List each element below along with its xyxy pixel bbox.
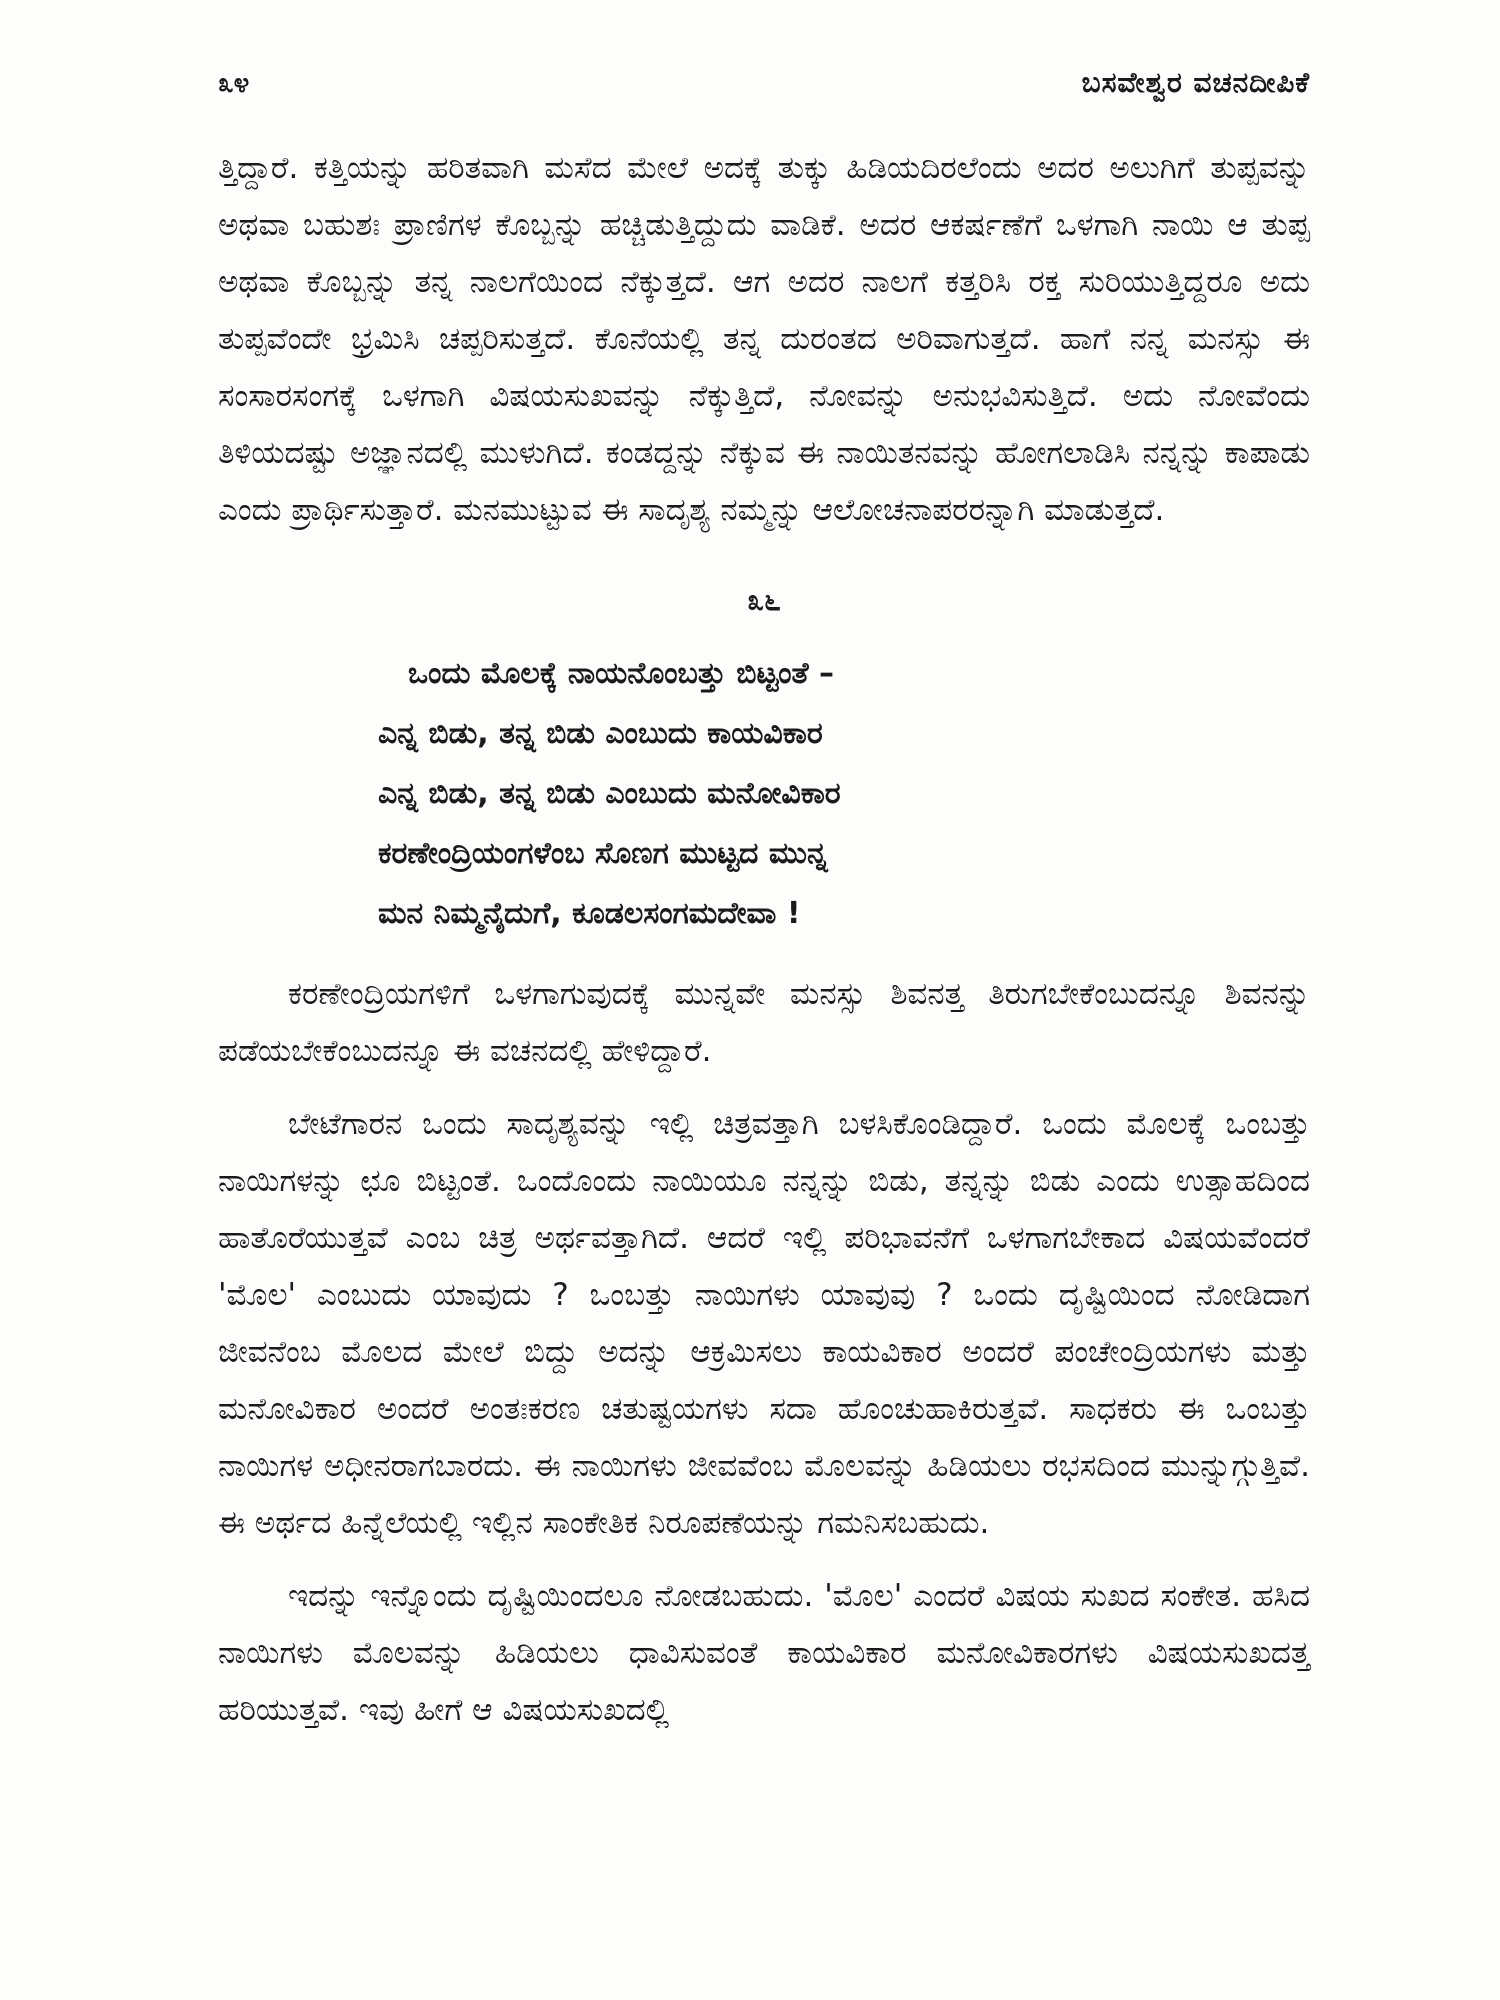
verse-line-1: ಒಂದು ಮೊಲಕ್ಕೆ ನಾಯನೊಂಬತ್ತು ಬಿಟ್ಟಂತೆ – <box>408 656 835 691</box>
page-header <box>218 58 1310 108</box>
paragraph-4: ಇದನ್ನು ಇನ್ನೊಂದು ದೃಷ್ಟಿಯಿಂದಲೂ ನೋಡಬಹುದು. 'ಮೊಲ' ಎಂದರೆ ವಿಷಯ ಸುಖದ ಸಂಕೇತ. ಹಸಿದ ನಾಯಿಗಳು ಮೊಲವನ್ನು ಹಿಡಿಯಲು ಧಾವಿಸುವಂತೆ ಕಾಯವಿಕಾರ ಮನೋವಿಕಾರಗಳು ವಿಷಯಸುಖದತ್ತ ಹರಿಯುತ್ತವೆ. ಇವು ಹೀಗೆ ಆ ವಿಷಯಸುಖದಲ್ಲಿ <box>218 1578 1310 1728</box>
verse-line-4: ಕರಣೇಂದ್ರಿಯಂಗಳೆಂಬ ಸೊಣಗ ಮುಟ್ಟದ ಮುನ್ನ <box>378 836 828 871</box>
book-title: ಬಸವೇಶ್ವರ ವಚನದೀಪಿಕೆ <box>1081 66 1310 99</box>
section-number: ೩೬ <box>747 583 781 618</box>
paragraph-1: ತ್ತಿದ್ದಾರೆ. ಕತ್ತಿಯನ್ನು ಹರಿತವಾಗಿ ಮಸೆದ ಮೇಲೆ ಅದಕ್ಕೆ ತುಕ್ಕು ಹಿಡಿಯದಿರಲೆಂದು ಅದರ ಅಲುಗಿಗೆ ತುಪ್ಪವನ್ನು ಅಥವಾ ಬಹುಶಃ ಪ್ರಾಣಿಗಳ ಕೊಬ್ಬನ್ನು ಹಚ್ಚಿಡುತ್ತಿದ್ದುದು ವಾಡಿಕೆ. ಅದರ ಆಕರ್ಷಣೆಗೆ ಒಳಗಾಗಿ ನಾಯಿ ಆ ತುಪ್ಪ ಅಥವಾ ಕೊಬ್ಬನ್ನು ತನ್ನ ನಾಲಗೆಯಿಂದ ನೆಕ್ಕುತ್ತದೆ. ಆಗ ಅದರ ನಾಲಗೆ ಕತ್ತರಿಸಿ ರಕ್ತ ಸುರಿಯುತ್ತಿದ್ದರೂ ಅದು ತುಪ್ಪವೆಂದೇ ಭ್ರಮಿಸಿ ಚಪ್ಪರಿಸುತ್ತದೆ. ಕೊನೆಯಲ್ಲಿ ತನ್ನ ದುರಂತದ ಅರಿವಾಗುತ್ತದೆ. ಹಾಗೆ ನನ್ನ ಮನಸ್ಸು ಈ ಸಂಸಾರಸಂಗಕ್ಕೆ ಒಳಗಾಗಿ ವಿಷಯಸುಖವನ್ನು ನೆಕ್ಕುತ್ತಿದೆ, ನೋವನ್ನು ಅನುಭವಿಸುತ್ತಿದೆ. ಅದು ನೋವೆಂದು ತಿಳಿಯದಷ್ಟು ಅಜ್ಞಾನದಲ್ಲಿ ಮುಳುಗಿದೆ. ಕಂಡದ್ದನ್ನು ನೆಕ್ಕುವ ಈ ನಾಯಿತನವನ್ನು ಹೋಗಲಾಡಿಸಿ ನನ್ನನ್ನು ಕಾಪಾಡು ಎಂದು ಪ್ರಾರ್ಥಿಸುತ್ತಾರೆ. ಮನಮುಟ್ಟುವ ಈ ಸಾದೃಶ್ಯ ನಮ್ಮನ್ನು ಆಲೋಚನಾಪರರನ್ನಾಗಿ ಮಾಡುತ್ತದೆ. <box>218 150 1310 528</box>
paragraph-2: ಕರಣೇಂದ್ರಿಯಗಳಿಗೆ ಒಳಗಾಗುವುದಕ್ಕೆ ಮುನ್ನವೇ ಮನಸ್ಸು ಶಿವನತ್ತ ತಿರುಗಬೇಕೆಂಬುದನ್ನೂ ಶಿವನನ್ನು ಪಡೆಯಬೇಕೆಂಬುದನ್ನೂ ಈ ವಚನದಲ್ಲಿ ಹೇಳಿದ್ದಾರೆ. <box>218 976 1310 1069</box>
page-number: ೩೪ <box>218 66 250 99</box>
verse-line-3: ಎನ್ನ ಬಿಡು, ತನ್ನ ಬಿಡು ಎಂಬುದು ಮನೋವಿಕಾರ <box>378 776 841 811</box>
page-body <box>218 140 1310 1739</box>
vachana-verse <box>378 644 1310 944</box>
verse-line-5: ಮನ ನಿಮ್ಮನೈದುಗೆ, ಕೂಡಲಸಂಗಮದೇವಾ ! <box>378 896 801 931</box>
verse-line-2: ಎನ್ನ ಬಿಡು, ತನ್ನ ಬಿಡು ಎಂಬುದು ಕಾಯವಿಕಾರ <box>378 716 823 751</box>
paragraph-3: ಬೇಟೆಗಾರನ ಒಂದು ಸಾದೃಶ್ಯವನ್ನು ಇಲ್ಲಿ ಚಿತ್ರವತ್ತಾಗಿ ಬಳಸಿಕೊಂಡಿದ್ದಾರೆ. ಒಂದು ಮೊಲಕ್ಕೆ ಒಂಬತ್ತು ನಾಯಿಗಳನ್ನು ಛೂ ಬಿಟ್ಟಂತೆ. ಒಂದೊಂದು ನಾಯಿಯೂ ನನ್ನನ್ನು ಬಿಡು, ತನ್ನನ್ನು ಬಿಡು ಎಂದು ಉತ್ಸಾಹದಿಂದ ಹಾತೊರೆಯುತ್ತವೆ ಎಂಬ ಚಿತ್ರ ಅರ್ಥವತ್ತಾಗಿದೆ. ಆದರೆ ಇಲ್ಲಿ ಪರಿಭಾವನೆಗೆ ಒಳಗಾಗಬೇಕಾದ ವಿಷಯವೆಂದರೆ 'ಮೊಲ' ಎಂಬುದು ಯಾವುದು ? ಒಂಬತ್ತು ನಾಯಿಗಳು ಯಾವುವು ? ಒಂದು ದೃಷ್ಟಿಯಿಂದ ನೋಡಿದಾಗ ಜೀವನೆಂಬ ಮೊಲದ ಮೇಲೆ ಬಿದ್ದು ಅದನ್ನು ಆಕ್ರಮಿಸಲು ಕಾಯವಿಕಾರ ಅಂದರೆ ಪಂಚೇಂದ್ರಿಯಗಳು ಮತ್ತು ಮನೋವಿಕಾರ ಅಂದರೆ ಅಂತಃಕರಣ ಚತುಷ್ಟಯಗಳು ಸದಾ ಹೊಂಚುಹಾಕಿರುತ್ತವೆ. ಸಾಧಕರು ಈ ಒಂಬತ್ತು ನಾಯಿಗಳ ಅಧೀನರಾಗಬಾರದು. ಈ ನಾಯಿಗಳು ಜೀವವೆಂಬ ಮೊಲವನ್ನು ಹಿಡಿಯಲು ರಭಸದಿಂದ ಮುನ್ನುಗ್ಗುತ್ತಿವೆ. ಈ ಅರ್ಥದ ಹಿನ್ನೆಲೆಯಲ್ಲಿ ಇಲ್ಲಿನ ಸಾಂಕೇತಿಕ ನಿರೂಪಣೆಯನ್ನು ಗಮನಿಸಬಹುದು. <box>218 1106 1310 1541</box>
